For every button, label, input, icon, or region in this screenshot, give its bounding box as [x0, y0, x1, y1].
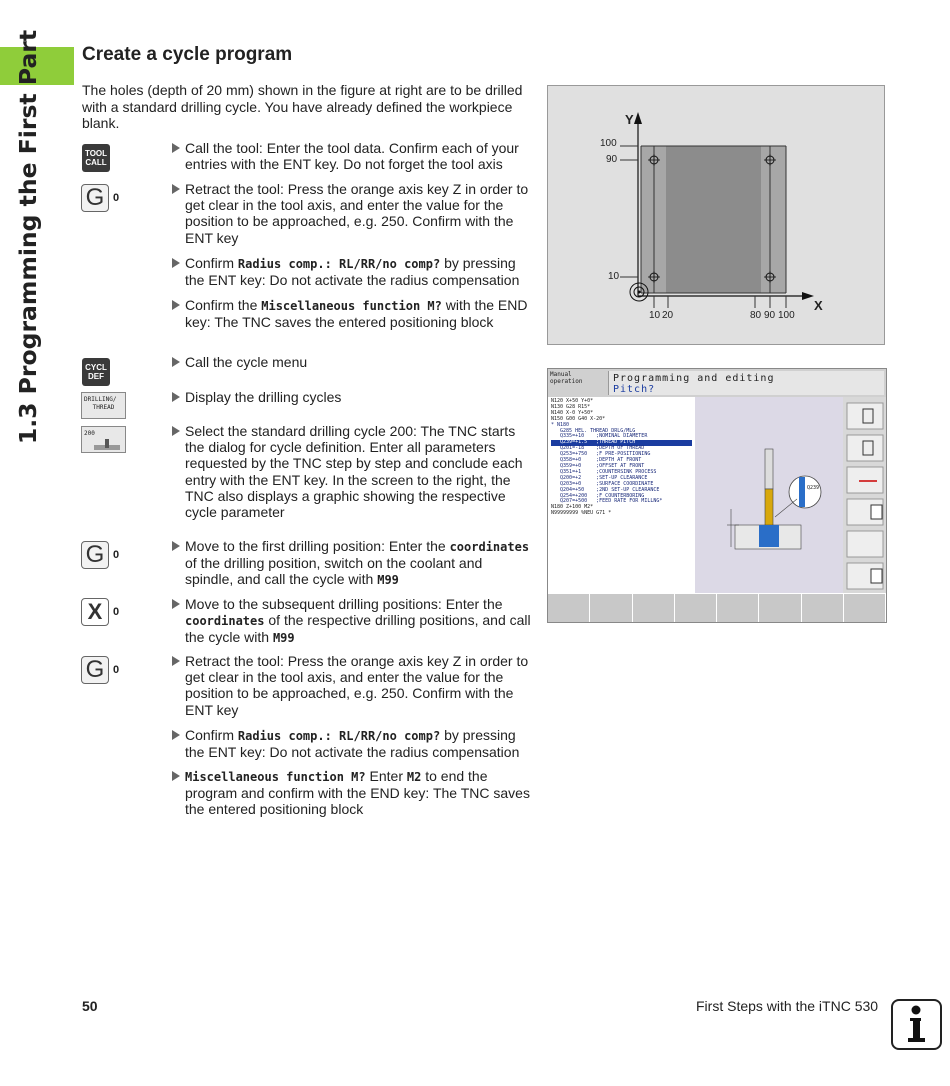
graphic-param-label: Q239 [807, 485, 820, 491]
step-retract-tool-2: Retract the tool: Press the orange axis key Z in order to get clear in the tool axis, and enter the value for the position to be approached, e.g. 250. Confirm with the ENT key [172, 653, 532, 718]
g-key-icon: G [81, 184, 109, 212]
intro-paragraph: The holes (depth of 20 mm) shown in the figure at right are to be drilled with a standard drilling cycle. You have already defined the workpiece blank. [82, 82, 523, 131]
y-tick-label: 10 [608, 271, 620, 282]
tnc-cycle-graphic [695, 397, 843, 593]
x-tick-label: 80 [750, 310, 762, 321]
step-select-cycle-200: Select the standard drilling cycle 200: The TNC starts the dialog for cycle definition. Enter all parameters requested by the TNC step by step and conclude each entry with the ENT key. In the screen to the right, the TNC also displays a graphic showing the respective cycle parameter [172, 423, 532, 520]
x-key-icon: X [81, 598, 109, 626]
cycle-200-softkey-icon: 200 [81, 426, 126, 453]
key-zero-label: 0 [113, 664, 120, 676]
x-axis-label: X [814, 298, 823, 313]
step-cycle-menu: Call the cycle menu [172, 354, 532, 370]
tnc-side-softkeys [843, 397, 886, 593]
section-title: Create a cycle program [82, 44, 293, 65]
x-tick-label: 10 [649, 310, 661, 321]
g-key-icon: G [81, 541, 109, 569]
footer-title: First Steps with the iTNC 530 [696, 998, 879, 1014]
key-zero-label: 0 [113, 549, 120, 561]
step-confirm-misc: Confirm the Miscellaneous function M? with the END key: The TNC saves the entered positioning block [172, 297, 532, 330]
step-confirm-radius: Confirm Radius comp.: RL/RR/no comp? by pressing the ENT key: Do not activate the radius compensation [172, 255, 532, 288]
y-tick-label: 90 [606, 154, 618, 165]
step-call-tool: Call the tool: Enter the tool data. Confirm each of your entries with the ENT key. Do not forget the tool axis [172, 140, 532, 172]
key-zero-label: 0 [113, 606, 120, 618]
step-first-position: Move to the first drilling position: Enter the coordinates of the drilling position, switch on the coolant and spindle, and call the cycle with M99 [172, 538, 532, 589]
tnc-title: Programming and editing Pitch? [608, 371, 884, 395]
step-retract-tool: Retract the tool: Press the orange axis key Z in order to get clear in the tool axis, and enter the value for the position to be approached, e.g. 250. Confirm with the ENT key [172, 181, 532, 246]
x-tick-label: 100 [778, 310, 795, 321]
g-key-icon: G [81, 656, 109, 684]
tnc-bottom-softkeys [548, 593, 886, 622]
step-confirm-radius-2: Confirm Radius comp.: RL/RR/no comp? by pressing the ENT key: Do not activate the radius compensation [172, 727, 532, 760]
tnc-program-listing: N120 X+50 Y+0* N130 G28 R15* N140 X-0 Y+50* N150 G00 G40 X-20* * N180 G285 HEL. THREAD DRLG/MLG Q335=+10 ;NOMINAL DIAMETER Q239=+1.5 ;THREAD PITCH Q201=-18 ;DEPTH OF THREAD Q253=+750 ;F PRE-POSITIONING Q358=+0 ;DEPTH AT FRONT Q359=+0 ;OFFSET AT FRONT Q351=+1 ;COUNTERSINK PROCESS Q200=+2 ;SET-UP CLEARANCE Q203=+0 ;SURFACE COORDINATE Q204=+50 ;2ND SET-UP CLEARANCE Q254=+200 ;F COUNTERBORING Q207=+500 ;FEED RATE FOR MILLNG* N180 Z+100 M2* N99999999 %NEU G71 * [548, 397, 695, 593]
step-drilling-cycles: Display the drilling cycles [172, 389, 532, 405]
y-tick-label: 100 [600, 138, 617, 149]
tnc-header [548, 369, 886, 397]
tnc-screen-figure [547, 368, 887, 623]
page-number: 50 [82, 998, 98, 1014]
step-subsequent-positions: Move to the subsequent drilling positions: Enter the coordinates of the respective drilling positions, and call the cycle with M99 [172, 596, 532, 647]
info-icon [891, 999, 942, 1050]
step-end-program: Miscellaneous function M? Enter M2 to end the program and confirm with the END key: The TNC saves the entered positioning block [172, 768, 532, 818]
tnc-mode-label: Manual operation [550, 371, 583, 385]
x-tick-label: 90 [764, 310, 776, 321]
y-axis-label: Y [625, 112, 634, 127]
cycl-def-key-icon: CYCL DEF [82, 358, 110, 386]
x-tick-label: 20 [662, 310, 674, 321]
workpiece-drawing-figure [547, 85, 885, 345]
tool-call-key-icon: TOOL CALL [82, 144, 110, 172]
drilling-thread-softkey-icon: DRILLING/ THREAD [81, 392, 126, 419]
key-zero-label: 0 [113, 192, 120, 204]
chapter-side-title: 1.3 Programming the First Part [14, 29, 42, 445]
